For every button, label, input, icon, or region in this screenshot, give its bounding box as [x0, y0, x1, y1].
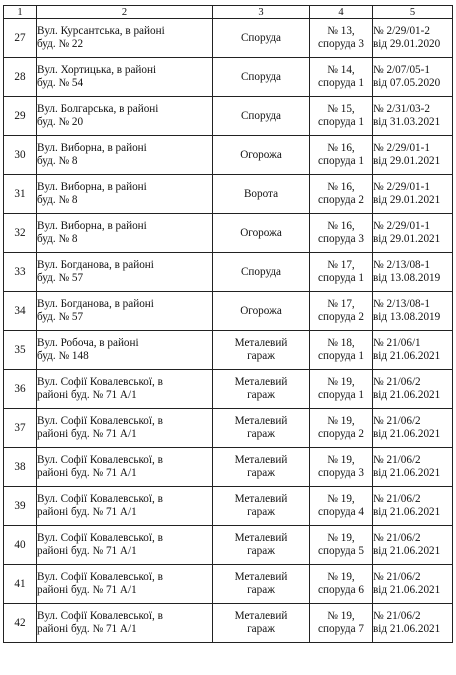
row-number-line-1: 39 — [14, 499, 26, 512]
structure-number-line-1: № 15, — [327, 103, 355, 115]
address-line-2: буд. № 57 — [37, 311, 84, 323]
structure-number-line-1: № 19, — [327, 571, 355, 583]
header-col-5: 5 — [373, 6, 453, 19]
table-row — [4, 136, 453, 175]
structure-number-line-2: споруда 2 — [318, 311, 364, 323]
table-row — [4, 409, 453, 448]
structure-number-line-1: № 14, — [327, 64, 355, 76]
address-cell — [37, 448, 213, 487]
address-cell — [37, 565, 213, 604]
row-number-line-1: 33 — [14, 265, 26, 278]
structure-number-cell — [310, 136, 373, 175]
address-line-2: буд. № 22 — [37, 38, 84, 50]
document-ref-cell — [373, 370, 453, 409]
address-line-2: районі буд. № 71 А/1 — [37, 584, 137, 596]
address-line-2: буд. № 148 — [37, 350, 89, 362]
structure-number-cell — [310, 214, 373, 253]
document-ref-cell — [373, 253, 453, 292]
address-line-1: Вул. Софії Ковалевської, в — [37, 415, 163, 427]
address-line-2: буд. № 54 — [37, 77, 84, 89]
structure-type-line-2: гараж — [247, 623, 275, 635]
header-col-4: 4 — [310, 6, 373, 19]
document-ref-line-1: № 21/06/2 — [373, 532, 421, 544]
document-ref-line-2: від 21.06.2021 — [373, 623, 441, 635]
structure-number-line-2: споруда 1 — [318, 389, 364, 401]
table-row — [4, 448, 453, 487]
structures-table — [3, 5, 453, 643]
address-line-2: буд. № 8 — [37, 194, 78, 206]
header-row — [4, 6, 453, 19]
table-row — [4, 526, 453, 565]
structure-type-cell — [213, 136, 310, 175]
address-line-1: Вул. Виборна, в районі — [37, 181, 147, 193]
structure-number-line-2: споруда 2 — [318, 194, 364, 206]
header-col-2: 2 — [37, 6, 213, 19]
structure-number-cell — [310, 409, 373, 448]
row-number-cell — [4, 292, 37, 331]
address-line-1: Вул. Хортицька, в районі — [37, 64, 157, 76]
address-cell — [37, 409, 213, 448]
header-col-1: 1 — [4, 6, 37, 19]
row-number-cell — [4, 409, 37, 448]
address-cell — [37, 175, 213, 214]
document-ref-cell — [373, 175, 453, 214]
structure-number-cell — [310, 448, 373, 487]
structure-type-cell — [213, 331, 310, 370]
structure-number-cell — [310, 97, 373, 136]
structure-number-line-1: № 17, — [327, 298, 355, 310]
table-body — [4, 19, 453, 643]
address-cell — [37, 487, 213, 526]
document-ref-line-2: від 13.08.2019 — [373, 311, 441, 323]
structure-type-line-1: Металевий — [234, 415, 288, 427]
structure-type-line-1: Огорожа — [240, 226, 282, 239]
document-ref-line-2: від 29.01.2020 — [373, 38, 441, 50]
structure-type-cell — [213, 19, 310, 58]
address-cell — [37, 331, 213, 370]
table-row — [4, 487, 453, 526]
document-ref-line-1: № 21/06/2 — [373, 493, 421, 505]
table-row — [4, 19, 453, 58]
document-ref-line-2: від 21.06.2021 — [373, 467, 441, 479]
document-ref-line-1: № 21/06/1 — [373, 337, 421, 349]
address-line-2: буд. № 8 — [37, 155, 78, 167]
document-ref-line-2: від 13.08.2019 — [373, 272, 441, 284]
structure-number-line-2: споруда 3 — [318, 233, 364, 245]
structure-type-cell — [213, 487, 310, 526]
address-line-2: буд. № 20 — [37, 116, 84, 128]
structure-number-line-1: № 16, — [327, 220, 355, 232]
address-line-2: районі буд. № 71 А/1 — [37, 467, 137, 479]
row-number-cell — [4, 97, 37, 136]
address-line-2: районі буд. № 71 А/1 — [37, 506, 137, 518]
document-ref-line-2: від 29.01.2021 — [373, 233, 441, 245]
address-line-2: районі буд. № 71 А/1 — [37, 623, 137, 635]
header-col-3: 3 — [213, 6, 310, 19]
structure-number-line-2: споруда 1 — [318, 272, 364, 284]
structure-type-cell — [213, 292, 310, 331]
table-row — [4, 175, 453, 214]
document-ref-cell — [373, 604, 453, 643]
structure-number-line-1: № 16, — [327, 142, 355, 154]
row-number-cell — [4, 136, 37, 175]
row-number-line-1: 38 — [14, 460, 26, 473]
structure-number-line-2: споруда 2 — [318, 428, 364, 440]
structure-type-line-1: Ворота — [243, 187, 279, 200]
structure-number-cell — [310, 370, 373, 409]
document-ref-line-1: № 21/06/2 — [373, 415, 421, 427]
document-ref-cell — [373, 331, 453, 370]
address-line-1: Вул. Робоча, в районі — [37, 337, 139, 349]
structure-number-line-2: споруда 4 — [318, 506, 364, 518]
row-number-line-1: 27 — [14, 31, 26, 44]
address-cell — [37, 19, 213, 58]
structure-type-cell — [213, 214, 310, 253]
structure-number-cell — [310, 19, 373, 58]
structure-type-line-1: Огорожа — [240, 304, 282, 317]
address-cell — [37, 253, 213, 292]
structure-type-cell — [213, 370, 310, 409]
structure-number-line-1: № 19, — [327, 493, 355, 505]
document-ref-line-1: № 21/06/2 — [373, 454, 421, 466]
table-row — [4, 370, 453, 409]
structure-number-line-1: № 16, — [327, 181, 355, 193]
row-number-line-1: 32 — [14, 226, 26, 239]
structure-type-line-1: Металевий — [234, 571, 288, 583]
structure-type-line-2: гараж — [247, 350, 275, 362]
document-ref-cell — [373, 136, 453, 175]
structure-type-line-2: гараж — [247, 506, 275, 518]
address-line-1: Вул. Софії Ковалевської, в — [37, 610, 163, 622]
document-ref-line-2: від 21.06.2021 — [373, 428, 441, 440]
row-number-line-1: 29 — [14, 109, 26, 122]
address-line-1: Вул. Софії Ковалевської, в — [37, 376, 163, 388]
address-line-2: районі буд. № 71 А/1 — [37, 428, 137, 440]
document-ref-line-2: від 29.01.2021 — [373, 194, 441, 206]
document-ref-line-2: від 21.06.2021 — [373, 584, 441, 596]
structure-type-line-2: гараж — [247, 428, 275, 440]
address-line-1: Вул. Софії Ковалевської, в — [37, 493, 163, 505]
address-line-1: Вул. Богданова, в районі — [37, 259, 154, 271]
structure-number-cell — [310, 331, 373, 370]
structure-number-cell — [310, 604, 373, 643]
row-number-cell — [4, 604, 37, 643]
structure-number-line-2: споруда 1 — [318, 155, 364, 167]
address-cell — [37, 136, 213, 175]
structure-number-line-1: № 19, — [327, 610, 355, 622]
document-ref-line-2: від 21.06.2021 — [373, 389, 441, 401]
document-ref-line-2: від 21.06.2021 — [373, 545, 441, 557]
row-number-cell — [4, 487, 37, 526]
structure-number-cell — [310, 175, 373, 214]
table-row — [4, 292, 453, 331]
structure-type-line-1: Металевий — [234, 454, 288, 466]
structure-number-line-1: № 19, — [327, 454, 355, 466]
address-line-2: районі буд. № 71 А/1 — [37, 545, 137, 557]
row-number-cell — [4, 253, 37, 292]
row-number-line-1: 35 — [14, 343, 26, 356]
structure-number-line-2: споруда 3 — [318, 467, 364, 479]
document-ref-cell — [373, 58, 453, 97]
structure-type-line-1: Металевий — [234, 376, 288, 388]
table-row — [4, 58, 453, 97]
table-row — [4, 565, 453, 604]
structure-type-line-1: Металевий — [234, 610, 288, 622]
structure-number-line-1: № 13, — [327, 25, 355, 37]
document-ref-line-1: № 21/06/2 — [373, 376, 421, 388]
document-ref-line-1: № 2/29/01-1 — [373, 142, 430, 154]
row-number-cell — [4, 370, 37, 409]
structure-number-cell — [310, 58, 373, 97]
structure-type-cell — [213, 565, 310, 604]
address-cell — [37, 370, 213, 409]
row-number-cell — [4, 175, 37, 214]
document-ref-cell — [373, 214, 453, 253]
document-ref-line-1: № 2/29/01-2 — [373, 25, 430, 37]
document-ref-cell — [373, 19, 453, 58]
structure-type-cell — [213, 175, 310, 214]
row-number-cell — [4, 448, 37, 487]
structure-type-cell — [213, 526, 310, 565]
document-ref-cell — [373, 448, 453, 487]
row-number-line-1: 28 — [14, 70, 26, 83]
document-ref-line-2: від 31.03.2021 — [373, 116, 441, 128]
structure-type-line-2: гараж — [247, 467, 275, 479]
document-ref-cell — [373, 292, 453, 331]
address-line-1: Вул. Софії Ковалевської, в — [37, 532, 163, 544]
document-ref-line-2: від 07.05.2020 — [373, 77, 441, 89]
row-number-cell — [4, 526, 37, 565]
row-number-cell — [4, 58, 37, 97]
structure-number-cell — [310, 253, 373, 292]
address-line-1: Вул. Богданова, в районі — [37, 298, 154, 310]
document-ref-line-1: № 21/06/2 — [373, 610, 421, 622]
structure-number-line-2: споруда 1 — [318, 350, 364, 362]
document-ref-line-1: № 2/29/01-1 — [373, 181, 430, 193]
structure-type-cell — [213, 97, 310, 136]
structure-number-line-2: споруда 3 — [318, 38, 364, 50]
row-number-cell — [4, 19, 37, 58]
address-line-2: буд. № 8 — [37, 233, 78, 245]
structure-number-line-2: споруда 7 — [318, 623, 364, 635]
table-row — [4, 214, 453, 253]
address-line-1: Вул. Курсантська, в районі — [37, 25, 165, 37]
row-number-cell — [4, 214, 37, 253]
document-ref-cell — [373, 565, 453, 604]
document-ref-line-1: № 2/07/05-1 — [373, 64, 430, 76]
structure-number-cell — [310, 292, 373, 331]
structure-number-line-1: № 17, — [327, 259, 355, 271]
structure-number-line-2: споруда 6 — [318, 584, 364, 596]
address-line-1: Вул. Виборна, в районі — [37, 220, 147, 232]
row-number-cell — [4, 565, 37, 604]
structure-number-cell — [310, 526, 373, 565]
document-ref-line-1: № 2/31/03-2 — [373, 103, 430, 115]
row-number-line-1: 34 — [14, 304, 26, 317]
structure-number-line-1: № 19, — [327, 532, 355, 544]
document-ref-cell — [373, 487, 453, 526]
row-number-line-1: 30 — [14, 148, 26, 161]
address-cell — [37, 97, 213, 136]
row-number-line-1: 36 — [14, 382, 26, 395]
document-ref-line-2: від 29.01.2021 — [373, 155, 441, 167]
structure-type-cell — [213, 604, 310, 643]
address-line-1: Вул. Софії Ковалевської, в — [37, 571, 163, 583]
structure-number-line-1: № 19, — [327, 376, 355, 388]
table-row — [4, 253, 453, 292]
table-row — [4, 97, 453, 136]
row-number-line-1: 37 — [14, 421, 26, 434]
document-ref-line-1: № 2/13/08-1 — [373, 298, 430, 310]
row-number-line-1: 31 — [14, 187, 26, 200]
document-ref-line-1: № 2/13/08-1 — [373, 259, 430, 271]
address-cell — [37, 604, 213, 643]
table-row — [4, 331, 453, 370]
address-cell — [37, 58, 213, 97]
structure-type-line-2: гараж — [247, 545, 275, 557]
address-line-1: Вул. Виборна, в районі — [37, 142, 147, 154]
structure-type-line-1: Споруда — [240, 265, 282, 278]
address-cell — [37, 292, 213, 331]
document-ref-line-1: № 21/06/2 — [373, 571, 421, 583]
row-number-line-1: 41 — [14, 577, 26, 590]
address-line-2: районі буд. № 71 А/1 — [37, 389, 137, 401]
structure-type-line-1: Металевий — [234, 493, 288, 505]
address-cell — [37, 214, 213, 253]
row-number-line-1: 42 — [14, 616, 26, 629]
structure-type-line-1: Металевий — [234, 337, 288, 349]
document-ref-cell — [373, 409, 453, 448]
structure-type-line-1: Металевий — [234, 532, 288, 544]
structure-type-line-1: Споруда — [240, 109, 282, 122]
structure-number-line-2: споруда 1 — [318, 77, 364, 89]
structure-number-line-1: № 19, — [327, 415, 355, 427]
structure-number-line-2: споруда 1 — [318, 116, 364, 128]
address-line-1: Вул. Болгарська, в районі — [37, 103, 159, 115]
structure-type-line-1: Споруда — [240, 31, 282, 44]
document-ref-line-2: від 21.06.2021 — [373, 350, 441, 362]
structure-number-line-1: № 18, — [327, 337, 355, 349]
structure-type-cell — [213, 409, 310, 448]
structure-type-line-1: Огорожа — [240, 148, 282, 161]
table-row — [4, 604, 453, 643]
structure-number-line-2: споруда 5 — [318, 545, 364, 557]
row-number-cell — [4, 331, 37, 370]
row-number-line-1: 40 — [14, 538, 26, 551]
structure-type-cell — [213, 58, 310, 97]
address-line-1: Вул. Софії Ковалевської, в — [37, 454, 163, 466]
structure-type-line-1: Споруда — [240, 70, 282, 83]
document-ref-line-1: № 2/29/01-1 — [373, 220, 430, 232]
document-ref-cell — [373, 526, 453, 565]
structure-type-cell — [213, 253, 310, 292]
document-ref-cell — [373, 97, 453, 136]
structure-type-line-2: гараж — [247, 584, 275, 596]
address-line-2: буд. № 57 — [37, 272, 84, 284]
address-cell — [37, 526, 213, 565]
document-ref-line-2: від 21.06.2021 — [373, 506, 441, 518]
structure-number-cell — [310, 487, 373, 526]
structure-type-line-2: гараж — [247, 389, 275, 401]
structure-number-cell — [310, 565, 373, 604]
structure-type-cell — [213, 448, 310, 487]
